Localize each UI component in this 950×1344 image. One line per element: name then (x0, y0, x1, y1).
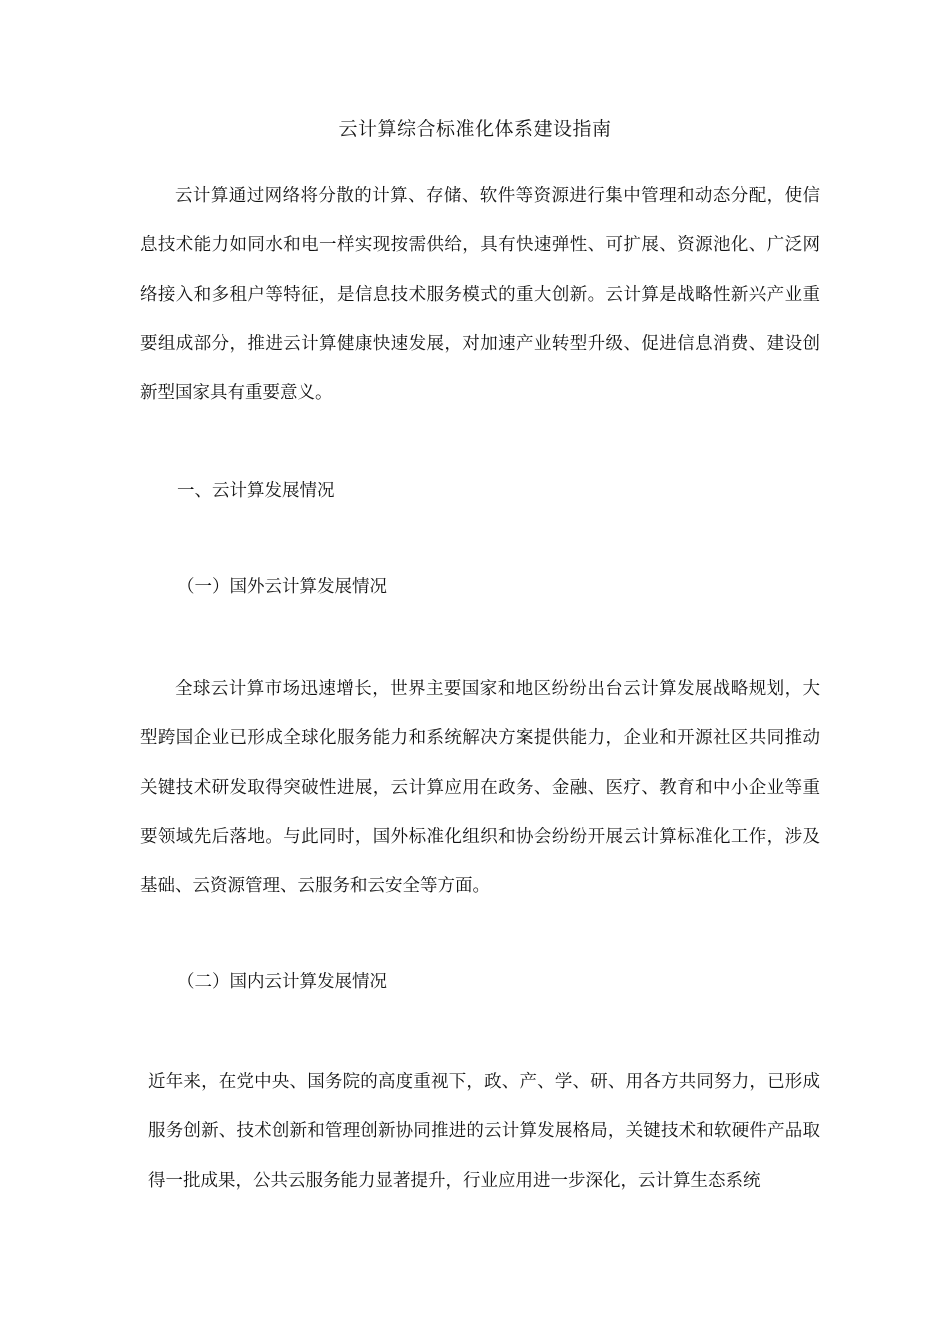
section-heading-1: 一、云计算发展情况 (177, 481, 335, 501)
intro-paragraph: 云计算通过网络将分散的计算、存储、软件等资源进行集中管理和动态分配，使信息技术能力如同水和电一样实现按需供给，具有快速弹性、可扩展、资源池化、广泛网络接入和多租户等特征，是信息技术服务模式的重大创新。云计算是战略性新兴产业重要组成部分，推进云计算健康快速发展，对加速产业转型升级、促进信息消费、建设创新型国家具有重要意义。 (140, 186, 820, 404)
subsection-heading-foreign: （一）国外云计算发展情况 (177, 577, 387, 597)
domestic-development-paragraph: 近年来，在党中央、国务院的高度重视下，政、产、学、研、用各方共同努力，已形成服务创新、技术创新和管理创新协同推进的云计算发展格局，关键技术和软硬件产品取得一批成果，公共云服务能力显著提升，行业应用进一步深化，云计算生态系统 (148, 1072, 820, 1191)
foreign-development-paragraph: 全球云计算市场迅速增长，世界主要国家和地区纷纷出台云计算发展战略规划，大型跨国企业已形成全球化服务能力和系统解决方案提供能力，企业和开源社区共同推动关键技术研发取得突破性进展，云计算应用在政务、金融、医疗、教育和中小企业等重要领域先后落地。与此同时，国外标准化组织和协会纷纷开展云计算标准化工作，涉及基础、云资源管理、云服务和云安全等方面。 (140, 679, 820, 897)
subsection-heading-domestic: （二）国内云计算发展情况 (177, 972, 387, 992)
document-title: 云计算综合标准化体系建设指南 (338, 118, 612, 140)
